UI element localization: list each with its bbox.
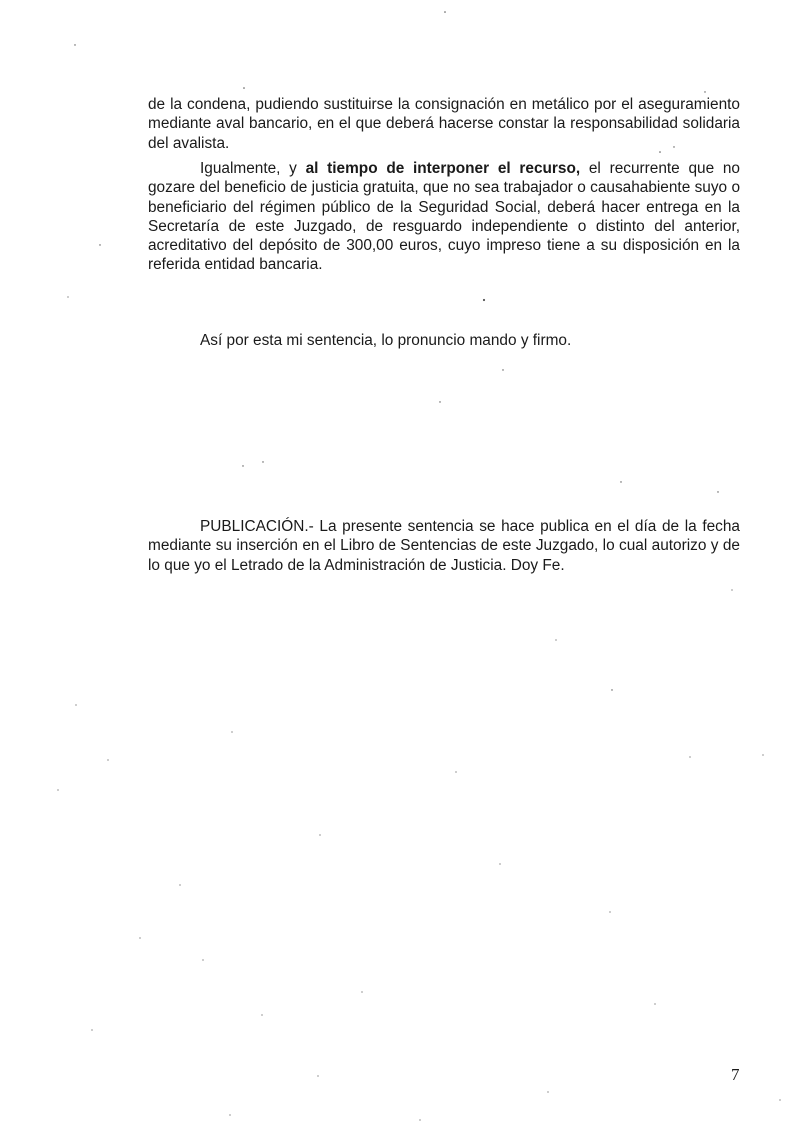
publication-paragraph: PUBLICACIÓN.- La presente sentencia se hace publica en el día de la fecha mediante su inserción en el Libro de Sentencias de este Juzgado, lo cual autorizo y de lo que yo el Letrado de la Administración de Justicia. Doy Fe.	[148, 518, 740, 574]
paragraph-deposito-bold: al tiempo de interponer el recurso,	[305, 160, 581, 177]
closing-statement: Así por esta mi sentencia, lo pronuncio mando y firmo.	[200, 332, 572, 349]
paragraph-deposito-rest: el recurrente que no gozare del beneficio de justicia gratuita, que no sea trabajador o causahabiente suyo o beneficiario del régimen público de la Seguridad Social, deberá hacer entrega en la Secretaría de este Juzgado, de resguardo independiente o distinto del anterior, acreditativo del depósito de 300,00 euros, cuyo impreso tiene a su disposición en la referida entidad bancaria.	[148, 160, 740, 274]
paragraph-deposito	[148, 159, 740, 275]
paragraph-deposito-lead: Igualmente, y	[200, 160, 306, 177]
page-number: 7	[731, 1065, 740, 1084]
paragraph-condena: de la condena, pudiendo sustituirse la consignación en metálico por el aseguramiento mediante aval bancario, en el que deberá hacerse constar la responsabilidad solidaria del avalista.	[148, 96, 740, 152]
